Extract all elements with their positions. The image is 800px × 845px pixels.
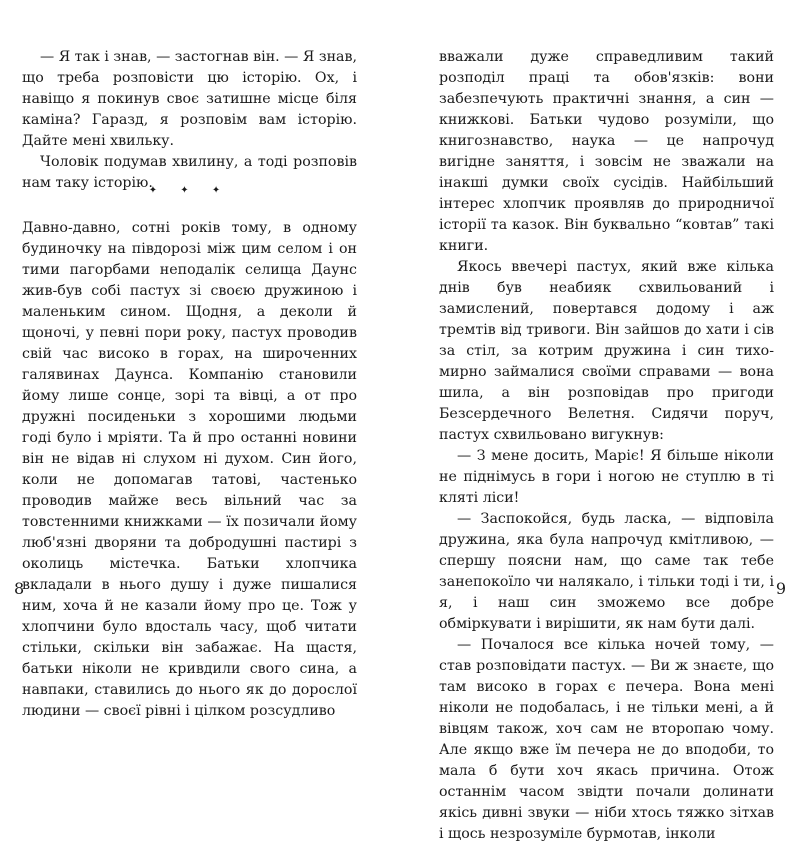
paragraph: — Заспокойся, будь ласка, — відповіла дружина, яка була напрочуд кмітливою, — спершу поясни нам, що саме так тебе занепокоїло чи налякало, і тільки тоді і ти, і я, і наш син зможемо все добре обміркувати і вирішити, як нам бути далі. [439,511,774,632]
page-number-right: 9 [775,579,786,598]
paragraph: — Я так і знав, — застогнав він. — Я знав, що треба розповісти цю історію. Ох, і навіщо я покинув своє затишне місце біля каміна? Гаразд, я розповім вам історію. Дайте мені хвильку. [22,49,357,149]
paragraph: вважали дуже справедливим такий розподіл праці та обов'язків: вони забезпечують практичні знання, а син — книжкові. Батьки чудово розуміли, що книгознавство, наука — це напрочуд вигідне заняття, і зовсім не зважали на інакші думки своїх сусідів. Найбільший інтерес хлопчик проявляв до природничої історії та казок. Він буквально “ковтав” такі книги. [439,49,774,254]
right-page-text [439,47,774,845]
paragraph: — Почалося все кілька ночей тому, — став розповідати пастух. — Ви ж знаєте, що там високо в горах є печера. Вона мені ніколи не подобалась, і не тільки мені, а й вівцям також, хоч сам не второпаю чому. Але якщо вже їм печера не до вподоби, то мала б бути хоч якась причина. Отож останнім часом звідти почали долинати якісь дивні звуки — ніби хтось тяжко зітхав і щось незрозуміле бурмотав, інколи [439,637,774,842]
paragraph: Якось ввечері пастух, який вже кілька днів був неабияк схвильований і замислений, повертався додому і аж тремтів від тривоги. Він зайшов до хати і сів за стіл, за котрим дружина і син тихо-мирно займалися своїми справами — вона шила, а він розповідав про пригоди Безсердечного Велетня. Сидячи поруч, пастух схвильовано вигукнув: [439,259,774,443]
paragraph: Давно-давно, сотні років тому, в одному будиночку на півдорозі між цим селом і он тими пагорбами неподалік селища Даунс жив-був собі пастух зі своєю дружиною і маленьким сином. Щодня, а деколи й щоночі, у певні пори року, пастух проводив свій час високо в горах, на широченних галявинах Даунса. Компанію становили йому лише сонце, зорі та вівці, а от про дружні посиденьки з хорошими людьми годі було і мріяти. Та й про останні новини він не відав ні слухом ні духом. Син його, коли не допомагав татові, частенько проводив майже весь вільний час за товстенними книжками — їх позичали йому люб'язні дворяни та добродушні пастирі з околиць містечка. Батьки хлопчика вкладали в нього душу і дуже пишалися ним, хоча й не казали йому про це. Тож у хлопчини було вдосталь часу, щоб читати стільки, скільки він забажає. На щастя, батьки ніколи не кривдили свого сина, а навпаки, ставились до нього як до дорослої людини — своєї рівні і цілком розсудливо [22,220,357,719]
page-number-left: 8 [14,579,25,598]
paragraph: Чоловік подумав хвилину, а тоді розповів нам таку історію. [22,154,357,191]
left-page [0,0,400,719]
section-break-dinkus: ✦ ✦ ✦ [148,185,231,196]
left-page-top-text [22,47,357,194]
left-page-main-text [22,218,357,722]
paragraph: — З мене досить, Маріє! Я більше ніколи не піднімусь в гори і ногою не ступлю в ті кляті ліси! [439,448,774,506]
